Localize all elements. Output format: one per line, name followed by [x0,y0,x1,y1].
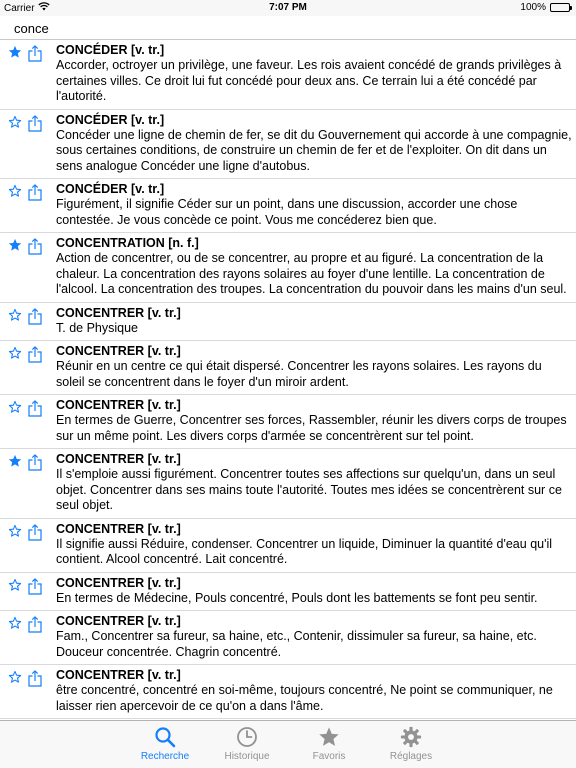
row-actions [8,578,42,595]
entry-title: CONCÉDER [v. tr.] [56,112,165,127]
entry-title: CONCÉDER [v. tr.] [56,182,165,196]
clock-label: 7:07 PM [269,2,307,13]
star-outline-icon[interactable] [8,524,22,538]
entry-title: CONCENTRATION [n. f.] [56,236,199,250]
share-icon[interactable] [28,400,42,417]
clock-icon [212,725,282,749]
entry-title: CONCÉDER [v. tr.] [56,43,165,57]
share-icon[interactable] [28,578,42,595]
list-item[interactable] [0,611,576,665]
tab-label: Historique [224,751,270,762]
tab-favoris[interactable] [294,725,364,762]
entry-title: CONCENTRER [v. tr.] [56,668,181,682]
share-icon[interactable] [28,308,42,325]
star-filled-icon[interactable] [8,454,22,468]
row-actions [8,524,42,541]
entry-definition: Concéder une ligne de chemin de fer, se dit du Gouvernement qui accorde à une compagnie, sous certaines conditions, de construire un chemin de fer et de l'exploiter. On dit dans un sens analogue Concéder une ligne d'autobus. [56,127,572,173]
entry-definition: Accorder, octroyer un privilège, une faveur. Les rois avaient concédé de grands privilèges à certaines villes. Ce droit lui fut concédé pour deux ans. Ce terrain lui a été concédé par l'autorité. [56,58,562,103]
carrier-label: Carrier [4,2,35,14]
row-actions [8,45,42,62]
share-icon[interactable] [28,524,42,541]
tab-label: Recherche [140,751,190,762]
share-icon[interactable] [28,115,42,132]
share-icon[interactable] [28,616,42,633]
row-actions [8,238,42,255]
row-actions [8,400,42,417]
entry-definition: T. de Physique [56,320,138,335]
list-item[interactable] [0,341,576,395]
row-actions [8,346,42,363]
results-list[interactable] [0,40,576,720]
tab-recherche[interactable] [130,725,200,762]
search-bar [0,16,576,40]
entry-title: CONCENTRER [v. tr.] [56,614,181,628]
entry-definition: En termes de Médecine, Pouls concentré, Pouls dont les battements se font peu sentir. [56,590,538,605]
list-item[interactable] [0,40,576,110]
share-icon[interactable] [28,346,42,363]
entry-title: CONCENTRER [v. tr.] [56,575,181,590]
battery-label: 100% [520,2,546,13]
status-bar [0,0,576,16]
share-icon[interactable] [28,454,42,471]
star-outline-icon[interactable] [8,115,22,129]
star-filled-icon[interactable] [8,238,22,252]
star-outline-icon[interactable] [8,616,22,630]
tab-label: Favoris [312,751,346,762]
gear-icon [376,725,446,749]
share-icon[interactable] [28,45,42,62]
tab-reglages[interactable] [376,725,446,762]
list-item[interactable] [0,665,576,719]
tab-bar [0,720,576,768]
row-actions [8,308,42,325]
star-outline-icon[interactable] [8,670,22,684]
list-item[interactable] [0,179,576,233]
row-actions [8,616,42,633]
search-input[interactable] [14,19,554,37]
star-filled-icon[interactable] [8,45,22,59]
star-outline-icon[interactable] [8,184,22,198]
star-icon [294,725,364,749]
list-item[interactable] [0,233,576,303]
list-item[interactable] [0,519,576,573]
entry-title: CONCENTRER [v. tr.] [56,452,181,466]
entry-definition: Fam., Concentrer sa fureur, sa haine, etc., Contenir, dissimuler sa fureur, sa haine, etc. Douceur concentrée. Chagrin concentré. [56,629,537,659]
row-actions [8,184,42,201]
entry-definition: Il signifie aussi Réduire, condenser. Concentrer un liquide, Diminuer la quantité d'eau qu'il contient. Alcool concentré. Lait concentré. [56,536,553,566]
entry-definition: être concentré, concentré en soi-même, toujours concentré, Ne point se communiquer, ne laisser rien apercevoir de ce qu'on a dans l'âme. [56,683,553,713]
entry-title: CONCENTRER [v. tr.] [56,305,181,320]
entry-definition: En termes de Guerre, Concentrer ses forces, Rassembler, réunir les divers corps de troupes sur un même point. Les divers corps d'armée se concentrèrent sur tel point. [56,413,567,443]
row-actions [8,670,42,687]
tab-label: Réglages [389,751,433,762]
list-item[interactable] [0,449,576,519]
entry-title: CONCENTRER [v. tr.] [56,398,181,412]
entry-title: CONCENTRER [v. tr.] [56,521,181,536]
list-item[interactable] [0,573,576,612]
entry-definition: Réunir en un centre ce qui était dispersé. Concentrer les rayons solaires. Les rayons du soleil se concentrent dans le foyer d'un miroir ardent. [56,359,542,389]
star-outline-icon[interactable] [8,346,22,360]
entry-definition: Il s'emploie aussi figurément. Concentrer toutes ses affections sur quelqu'un, dans un seul objet. Concentrer dans ses mains toute l'autorité. Toutes mes idées se concentrèrent sur ce seul objet. [56,467,562,512]
row-actions [8,115,42,132]
list-item[interactable] [0,303,576,342]
entry-definition: Figurément, il signifie Céder sur un point, dans une discussion, accorder une chose contestée. Je vous concède ce point. Vous me concéderez bien que. [56,197,518,227]
entry-definition: Action de concentrer, ou de se concentrer, au propre et au figuré. La concentration de la chaleur. La concentration des rayons solaires au foyer d'une lentille. La concentration de l'alcool. La concentration des troupes. La concentration du pouvoir dans les mains d'un seul. [56,251,567,296]
star-outline-icon[interactable] [8,400,22,414]
row-actions [8,454,42,471]
tab-historique[interactable] [212,725,282,762]
share-icon[interactable] [28,238,42,255]
list-item[interactable] [0,395,576,449]
search-icon [130,725,200,749]
battery-icon [550,3,570,12]
star-outline-icon[interactable] [8,578,22,592]
share-icon[interactable] [28,670,42,687]
share-icon[interactable] [28,184,42,201]
battery-group [520,2,570,13]
list-item[interactable] [0,110,576,180]
entry-title: CONCENTRER [v. tr.] [56,344,181,358]
star-outline-icon[interactable] [8,308,22,322]
